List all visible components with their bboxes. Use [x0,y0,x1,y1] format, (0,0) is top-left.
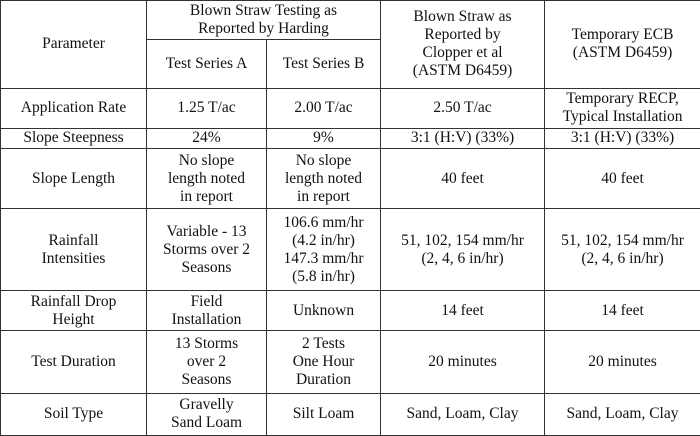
table-row [1,88,700,128]
cell-series-b: 2 Tests One Hour Duration [267,331,381,393]
table-row [1,290,700,330]
cell-series-a: Variable - 13 Storms over 2 Seasons [147,209,267,291]
cell-ecb: 14 feet [545,290,700,330]
cell-clopper: 51, 102, 154 mm/hr (2, 4, 6 in/hr) [381,209,545,291]
cell-clopper: 2.50 T/ac [381,88,545,128]
cell-series-a: Gravelly Sand Loam [147,393,267,435]
table-row [1,331,700,393]
row-label: Slope Length [1,148,147,208]
cell-clopper: 40 feet [381,148,545,208]
cell-ecb: Sand, Loam, Clay [545,393,700,435]
row-label: Rainfall Intensities [1,209,147,291]
row-label: Application Rate [1,88,147,128]
header-temporary-ecb: Temporary ECB (ASTM D6459) [545,1,700,89]
table-row [1,393,700,435]
cell-ecb: Temporary RECP, Typical Installation [545,88,700,128]
cell-series-b: Silt Loam [267,393,381,435]
cell-ecb: 51, 102, 154 mm/hr (2, 4, 6 in/hr) [545,209,700,291]
row-label: Slope Steepness [1,128,147,148]
cell-series-b: No slope length noted in report [267,148,381,208]
table-row [1,148,700,208]
cell-clopper: Sand, Loam, Clay [381,393,545,435]
cell-clopper: 3:1 (H:V) (33%) [381,128,545,148]
header-test-series-a: Test Series A [147,40,267,88]
cell-series-b: 2.00 T/ac [267,88,381,128]
cell-series-a: 13 Storms over 2 Seasons [147,331,267,393]
cell-ecb: 20 minutes [545,331,700,393]
cell-ecb: 3:1 (H:V) (33%) [545,128,700,148]
cell-series-a: 1.25 T/ac [147,88,267,128]
table-row [1,209,700,291]
cell-series-b: 9% [267,128,381,148]
row-label: Rainfall Drop Height [1,290,147,330]
row-label: Test Duration [1,331,147,393]
cell-ecb: 40 feet [545,148,700,208]
header-parameter: Parameter [1,1,147,89]
header-test-series-b: Test Series B [267,40,381,88]
cell-clopper: 20 minutes [381,331,545,393]
cell-series-a: No slope length noted in report [147,148,267,208]
header-harding-group: Blown Straw Testing as Reported by Harding [147,1,381,40]
cell-series-b: 106.6 mm/hr (4.2 in/hr) 147.3 mm/hr (5.8 in/hr) [267,209,381,291]
cell-series-b: Unknown [267,290,381,330]
row-label: Soil Type [1,393,147,435]
cell-clopper: 14 feet [381,290,545,330]
cell-series-a: Field Installation [147,290,267,330]
cell-series-a: 24% [147,128,267,148]
header-clopper: Blown Straw as Reported by Clopper et al (ASTM D6459) [381,1,545,89]
table-row [1,128,700,148]
